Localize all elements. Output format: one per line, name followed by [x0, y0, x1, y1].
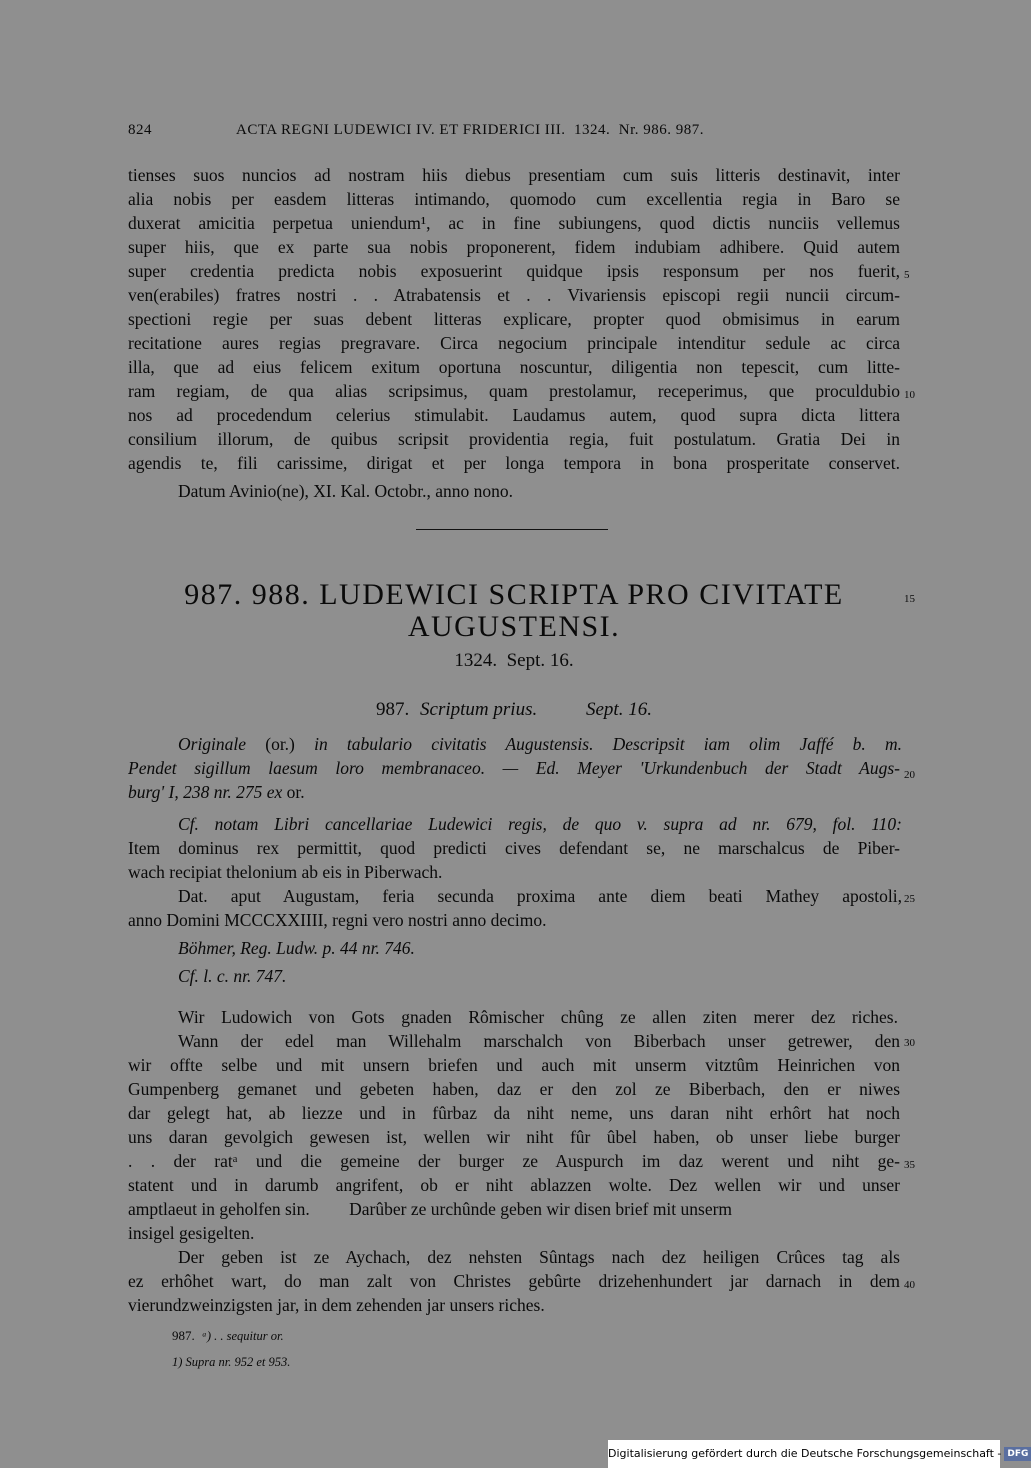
document-date: Sept. 16. [585, 699, 652, 720]
footer-text: Digitalisierung gefördert durch die Deutsche Forschungsgemeinschaft - [608, 1447, 1002, 1460]
line-number: 30 [904, 1037, 915, 1049]
text-line: Wir Ludowich von Gots gnaden Rômischer chûng ze allen ziten merer dez riches. [178, 1007, 898, 1027]
line-number: 35 [904, 1159, 915, 1171]
section-title: 987. 988. LUDEWICI SCRIPTA PRO CIVITATE [184, 578, 844, 611]
text-line: wir offte selbe und mit unsern briefen und auch mit unserm vitztûm Heinrichen von [128, 1055, 900, 1075]
footer-banner [608, 1440, 1029, 1468]
document-number: 987. [376, 699, 410, 720]
text-line: amptlaeut in geholfen sin. Darûber ze urchûnde geben wir disen brief mit unserm [128, 1199, 733, 1219]
text-line: recitatione aures regias pregravare. Circa negocium principale intenditur sedule ac circa [128, 333, 900, 353]
text-line: uns daran gevolgich gewesen ist, wellen wir niht fûr ûbel haben, ob unser liebe burger [128, 1127, 900, 1147]
apparatus-line: Item dominus rex permittit, quod predicti cives defendant se, ne marschalcus de Piber- [128, 838, 900, 858]
text-line: ven(erabiles) fratres nostri . . Atrabatensis et . . Vivariensis episcopi regii nuncii circum- [128, 285, 900, 305]
text-line: super hiis, que ex parte sua nobis proponerent, fidem indubiam adhibere. Quid autem [128, 237, 900, 257]
apparatus-siglum: (or.) [246, 734, 315, 754]
text-line: Der geben ist ze Aychach, dez nehsten Sûntags nach dez heiligen Crûces tag als [178, 1247, 900, 1267]
text-line: tienses suos nuncios ad nostram hiis diebus presentiam cum suis litteris destinavit, inter [128, 165, 900, 185]
section-title-cont: AUGUSTENSI. [407, 610, 621, 643]
apparatus-text: in tabulario civitatis Augustensis. Descripsit iam olim Jaffé b. m. [314, 734, 902, 754]
text-line: . . der ratᵃ und die gemeine der burger ze Auspurch im daz werent und niht ge- [128, 1151, 900, 1171]
line-number: 10 [904, 389, 915, 401]
apparatus-line: Böhmer, Reg. Ludw. p. 44 nr. 746. [178, 938, 415, 958]
line-number: 15 [904, 593, 915, 605]
apparatus-originale: Originale [178, 734, 247, 754]
line-number: 20 [904, 769, 915, 781]
page-number: 824 [128, 122, 152, 138]
running-title: ACTA REGNI LUDEWICI IV. ET FRIDERICI III. 1324. Nr. 986. 987. [236, 122, 705, 138]
text-line: duxerat amicitia perpetua uniendum¹, ac in fine subiungens, quod dictis nunciis vellemus [128, 213, 900, 233]
section-date: 1324. Sept. 16. [454, 650, 574, 671]
apparatus-line [178, 732, 902, 756]
apparatus-line [128, 780, 900, 804]
apparatus-line: wach recipiat thelonium ab eis in Piberwach. [128, 862, 443, 882]
text-line: spectioni regie per suas debent litteras explicare, propter quod obmisimus in earum [128, 309, 900, 329]
text-line: agendis te, fili carissime, dirigat et per longa tempora in bona prosperitate conservet. [128, 453, 900, 473]
footnote [172, 1326, 284, 1346]
text-line: nos ad procedendum celerius stimulabit. Laudamus autem, quod supra dicta littera [128, 405, 900, 425]
dfg-logo: DFG [1004, 1447, 1031, 1461]
text-line: illa, que ad eius felicem exitum oportuna noscuntur, diligentia non tepescit, cum litte- [128, 357, 900, 377]
text-line: insigel gesigelten. [128, 1223, 255, 1243]
text-line: ram regiam, de qua alias scripsimus, quam prestolamur, receperimus, que proculdubio [128, 381, 900, 401]
apparatus-siglum: or. [282, 782, 305, 802]
line-number: 40 [904, 1279, 915, 1291]
line-number: 5 [904, 269, 910, 281]
text-line: statent und in darumb angrifent, ob er niht ablazzen wolte. Dez wellen wir und unser [128, 1175, 900, 1195]
text-line: super credentia predicta nobis exposuerint quidque ipsis responsum per nos fuerit, [128, 261, 900, 281]
apparatus-line: Cf. notam Libri cancellariae Ludewici regis, de quo v. supra ad nr. 679, fol. 110: [178, 814, 902, 834]
apparatus-line: anno Domini MCCCXXIIII, regni vero nostri anno decimo. [128, 910, 547, 930]
text-line: alia nobis per easdem litteras intimando, quomodo cum excellentia regia in Baro se [128, 189, 900, 209]
apparatus-line: Pendet sigillum laesum loro membranaceo. — Ed. Meyer 'Urkundenbuch der Stadt Augs- [128, 758, 900, 778]
datum-line: Datum Avinio(ne), XI. Kal. Octobr., anno nono. [178, 481, 514, 501]
text-line: ez erhôhet wart, do man zalt von Christes gebûrte drizehenhundert jar darnach in dem [128, 1271, 900, 1291]
apparatus-line: Cf. l. c. nr. 747. [178, 966, 287, 986]
document-subtitle [128, 697, 900, 723]
text-line: dar gelegt hat, ab liezze und in fûrbaz da niht neme, uns daran niht erhôrt hat noch [128, 1103, 900, 1123]
apparatus-line: Dat. aput Augustam, feria secunda proxima ante diem beati Mathey apostoli, [178, 886, 902, 906]
text-line: consilium illorum, de quibus scripsit providentia regia, fuit postulatum. Gratia Dei in [128, 429, 900, 449]
footnote-text: ᵃ) . . sequitur or. [201, 1329, 284, 1343]
document-kind: Scriptum prius. [420, 699, 538, 720]
text-line: vierundzweinzigsten jar, in dem zehenden jar unsers riches. [128, 1295, 545, 1315]
footnote: 1) Supra nr. 952 et 953. [172, 1355, 291, 1369]
apparatus-text: burg' I, 238 nr. 275 ex [128, 782, 283, 802]
footnote-number: 987. [172, 1328, 195, 1343]
line-number: 25 [904, 893, 915, 905]
separator-rule [416, 529, 608, 530]
text-line: Gumpenberg gemanet und gebeten haben, daz er den zol ze Biberbach, den er niwes [128, 1079, 900, 1099]
text-line: Wann der edel man Willehalm marschalch von Biberbach unser getrewer, den [178, 1031, 900, 1051]
